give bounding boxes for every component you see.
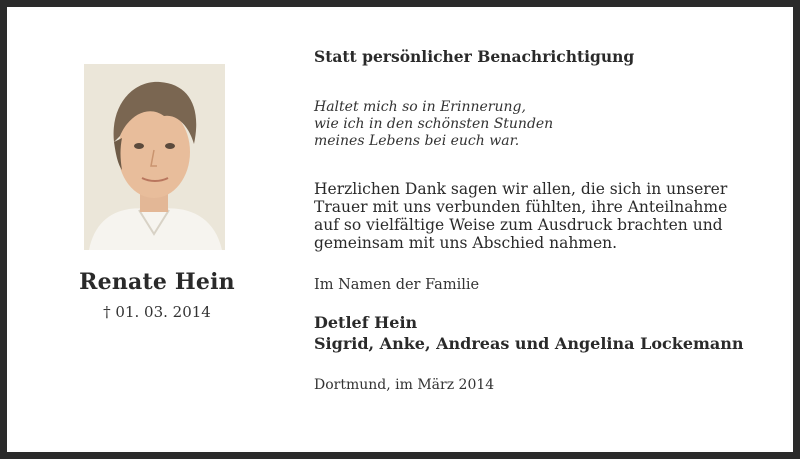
poem-line: wie ich in den schönsten Stunden bbox=[314, 116, 554, 132]
portrait-photo bbox=[84, 64, 225, 250]
thanks-line: gemeinsam mit uns Abschied nahmen. bbox=[314, 234, 618, 252]
thanks-paragraph bbox=[314, 180, 727, 252]
thanks-line: auf so vielfältige Weise zum Ausdruck brachten und bbox=[314, 216, 723, 234]
poem-line: meines Lebens bei euch war. bbox=[314, 133, 520, 149]
poem-quote bbox=[314, 99, 553, 150]
mourner-names bbox=[314, 312, 744, 354]
deceased-name: Renate Hein bbox=[79, 269, 235, 295]
portrait-image bbox=[84, 64, 225, 250]
family-line: Im Namen der Familie bbox=[314, 277, 480, 293]
place-date: Dortmund, im März 2014 bbox=[314, 377, 495, 393]
poem-line: Haltet mich so in Erinnerung, bbox=[314, 99, 526, 115]
mourner-name: Sigrid, Anke, Andreas und Angelina Lockemann bbox=[314, 334, 744, 353]
thanks-line: Herzlichen Dank sagen wir allen, die sich in unserer bbox=[314, 180, 728, 198]
mourner-name: Detlef Hein bbox=[314, 313, 418, 332]
thanks-line: Trauer mit uns verbunden fühlten, ihre Anteilnahme bbox=[314, 198, 728, 216]
intro-heading: Statt persönlicher Benachrichtigung bbox=[314, 47, 635, 66]
death-date: † 01. 03. 2014 bbox=[103, 303, 211, 321]
